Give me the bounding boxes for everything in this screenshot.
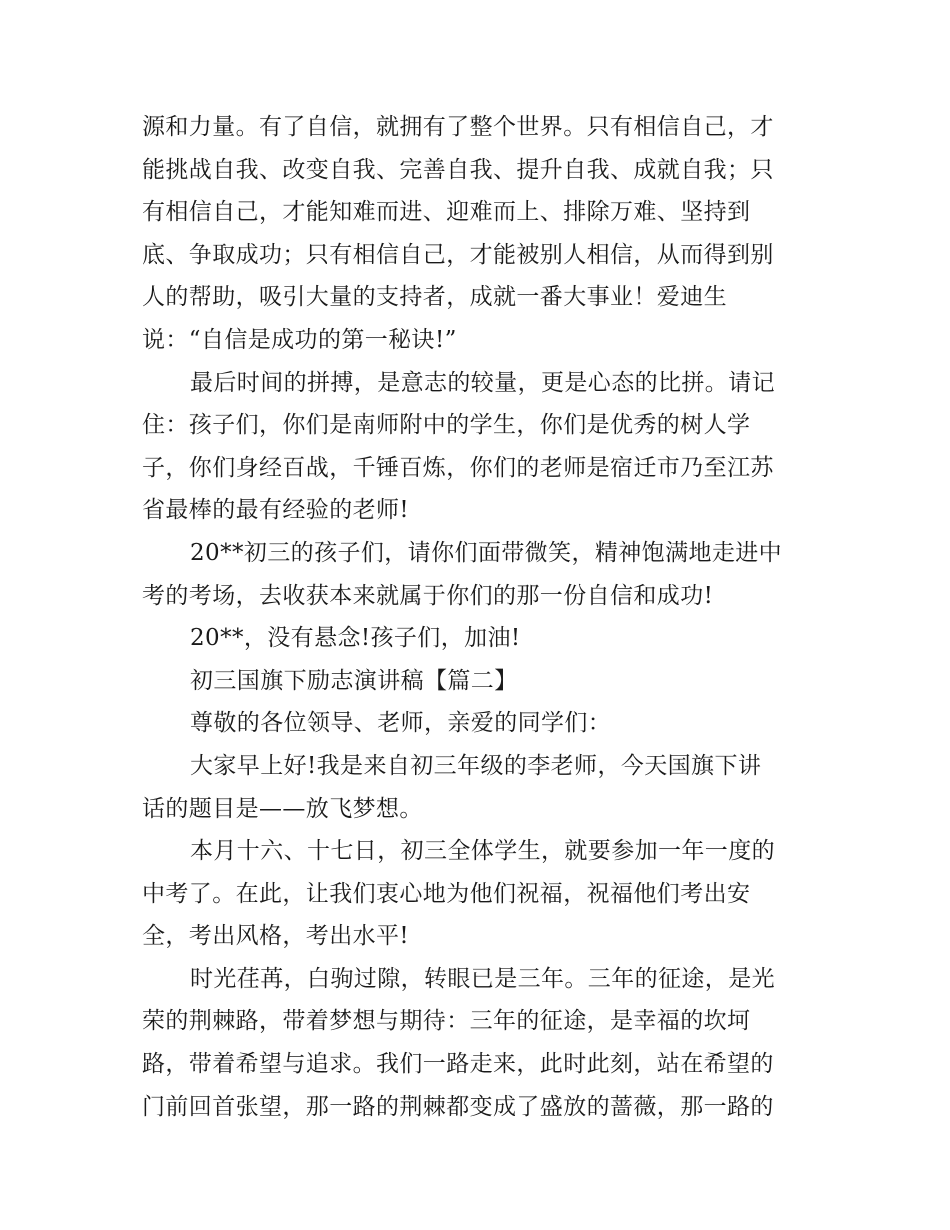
text-line-11: 20**初三的孩子们，请你们面带微笑，精神饱满地走进中 xyxy=(190,539,783,566)
text-line-9: 子，你们身经百战，千锤百炼，你们的老师是宿迁市乃至江苏 xyxy=(142,454,774,481)
text-line-13: 20**，没有悬念!孩子们，加油! xyxy=(190,625,521,652)
text-line-20: 全，考出风格，考出水平! xyxy=(142,923,410,950)
text-line-10: 省最棒的最有经验的老师! xyxy=(142,497,410,524)
text-line-5: 人的帮助，吸引大量的支持者，成就一番大事业！爱迪生 xyxy=(142,284,727,311)
text-line-3: 有相信自己，才能知难而进、迎难而上、排除万难、坚持到 xyxy=(142,199,751,226)
text-line-12: 考的考场，去收获本来就属于你们的那一份自信和成功! xyxy=(142,582,714,609)
text-line-4: 底、争取成功；只有相信自己，才能被别人相信，从而得到别 xyxy=(142,241,774,268)
text-line-21: 时光荏苒，白驹过隙，转眼已是三年。三年的征途，是光 xyxy=(190,965,775,992)
text-line-6: 说：“自信是成功的第一秘诀!” xyxy=(142,326,457,353)
text-line-22: 荣的荆棘路，带着梦想与期待：三年的征途，是幸福的坎坷 xyxy=(142,1008,751,1035)
body-text xyxy=(142,106,817,1128)
section-heading: 初三国旗下励志演讲稿【篇二】 xyxy=(190,667,518,694)
text-line-8: 住：孩子们，你们是南师附中的学生，你们是优秀的树人学 xyxy=(142,412,751,439)
text-line-1: 源和力量。有了自信，就拥有了整个世界。只有相信自己，才 xyxy=(142,114,774,140)
text-line-19: 中考了。在此，让我们衷心地为他们祝福，祝福他们考出安 xyxy=(142,880,751,907)
salutation: 尊敬的各位领导、老师，亲爱的同学们： xyxy=(190,710,612,737)
text-line-24: 门前回首张望，那一路的荆棘都变成了盛放的蔷薇，那一路的 xyxy=(142,1093,774,1120)
text-line-2: 能挑战自我、改变自我、完善自我、提升自我、成就自我；只 xyxy=(142,156,774,183)
text-line-16: 大家早上好!我是来自初三年级的李老师，今天国旗下讲 xyxy=(190,752,762,779)
text-line-23: 路，带着希望与追求。我们一路走来，此时此刻，站在希望的 xyxy=(142,1051,774,1078)
text-line-7: 最后时间的拼搏，是意志的较量，更是心态的比拼。请记 xyxy=(190,369,775,396)
text-line-17: 话的题目是——放飞梦想。 xyxy=(142,795,423,822)
text-line-18: 本月十六、十七日，初三全体学生，就要参加一年一度的 xyxy=(190,838,775,865)
